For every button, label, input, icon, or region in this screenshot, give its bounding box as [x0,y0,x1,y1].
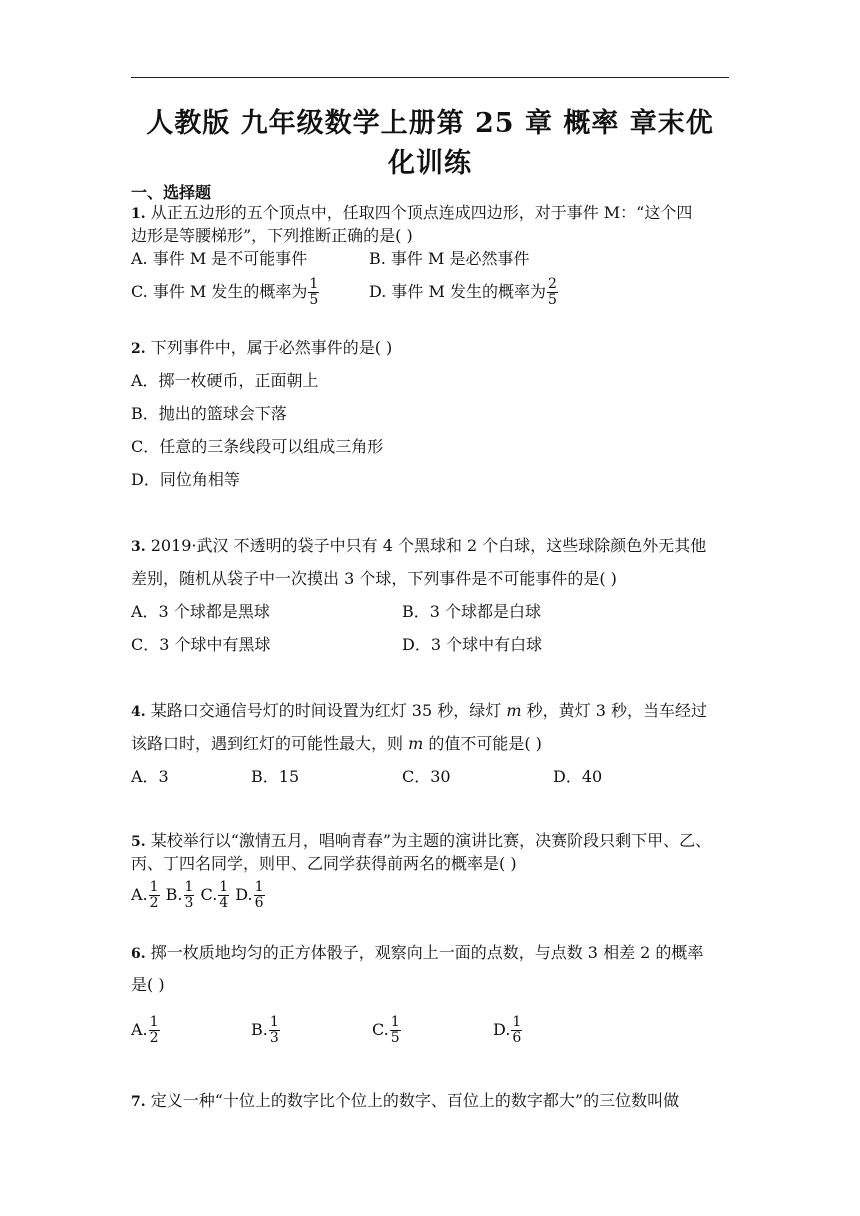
title-line-2: 化训练 [388,148,472,179]
q1-line-1 [131,202,692,225]
q5-line-1 [131,830,711,853]
q6-option-a-fraction [149,1015,160,1046]
fraction-numerator: 1 [219,879,229,895]
q6-option-d-label: D. [493,1020,511,1039]
fraction-denominator: 6 [512,1030,522,1046]
q5-option-d-fraction [254,880,265,911]
q6-option-b-fraction [269,1015,280,1046]
q4-option-d: D．40 [553,767,603,786]
fraction-denominator: 5 [309,292,319,308]
q6-option-a-label: A. [131,1020,148,1039]
fraction-numerator: 1 [254,879,264,895]
q6-text-1: 掷一枚质地均匀的正方体骰子，观察向上一面的点数，与点数 3 相差 2 的概率 [145,943,704,962]
q4-text-2a: 该路口时，遇到红灯的可能性最大，则 [131,734,409,753]
q6-option-c-label: C. [372,1020,389,1039]
fraction-denominator: 2 [149,895,159,911]
header-rule [131,77,729,78]
q3-number: 3. [131,539,146,555]
q7-text-1: 定义一种“十位上的数字比个位上的数字、百位上的数字都大”的三位数叫做 [145,1091,680,1110]
fraction-numerator: 2 [548,276,557,292]
q1-option-c-text: C. 事件 M 发生的概率为 [131,282,308,301]
q5-option-b-fraction [184,880,195,911]
q2-option-b: B．抛出的篮球会下落 [131,404,287,423]
fraction-numerator: 1 [390,1014,400,1030]
q6-option-c-fraction [390,1015,401,1046]
fraction-numerator: 1 [512,1014,522,1030]
q3-text-1: 2019·武汉 不透明的袋子中只有 4 个黑球和 2 个白球，这些球除颜色外无其他 [145,536,707,555]
q4-variable: m [506,701,522,720]
q5-option-a-fraction [149,880,160,911]
fraction-denominator: 3 [184,895,194,911]
q1-option-b: B. 事件 M 是必然事件 [369,249,530,268]
q2-text-1: 下列事件中，属于必然事件的是( ) [145,338,393,357]
q4-line-2 [131,733,542,755]
q4-variable: m [408,734,424,753]
fraction-numerator: 1 [149,1014,159,1030]
q3-line-2: 差别，随机从袋子中一次摸出 3 个球，下列事件是不可能事件的是( ) [131,569,617,588]
q6-option-d-fraction [511,1015,522,1046]
q1-option-d [369,277,559,308]
q4-option-b: B．15 [251,767,300,786]
q3-line-1 [131,535,706,558]
fraction-numerator: 1 [184,879,194,895]
fraction-denominator: 4 [219,895,229,911]
fraction-denominator: 5 [548,292,557,308]
q1-text-1: 从正五边形的五个顶点中，任取四个顶点连成四边形，对于事件 M：“这个四 [145,203,693,222]
q2-line-1 [131,337,392,360]
q3-option-a: A．3 个球都是黑球 [131,602,270,621]
section-heading: 一、选择题 [131,183,212,202]
q1-option-a: A. 事件 M 是不可能事件 [131,249,308,268]
q6-number: 6. [131,946,146,962]
q1-number: 1. [131,206,146,222]
q2-number: 2. [131,341,146,357]
q6-line-1 [131,942,703,965]
q4-number: 4. [131,704,146,720]
q4-option-c: C．30 [402,767,451,786]
q4-line-1 [131,700,707,723]
title-line-1: 人教版 九年级数学上册第 25 章 概率 章末优 [146,108,714,139]
q2-option-a: A．掷一枚硬币，正面朝上 [131,371,319,390]
fraction-denominator: 2 [149,1030,159,1046]
q7-line-1 [131,1090,679,1113]
fraction-numerator: 1 [309,276,319,292]
q6-option-a [131,1015,161,1046]
fraction-denominator: 6 [254,895,264,911]
q4-text-2b: 的值不可能是( ) [423,734,542,753]
q5-text-1: 某校举行以“激情五月，唱响青春”为主题的演讲比赛，决赛阶段只剩下甲、乙、 [145,831,712,850]
fraction-numerator: 1 [269,1014,279,1030]
q1-line-2: 边形是等腰梯形”，下列推断正确的是( ) [131,226,413,245]
q6-line-2: 是( ) [131,975,165,994]
q5-option-c: C. [200,885,218,904]
q6-option-b-label: B. [251,1020,268,1039]
q4-option-a: A．3 [131,767,169,786]
q4-text-1a: 某路口交通信号灯的时间设置为红灯 35 秒，绿灯 [145,701,507,720]
q6-option-c [372,1015,402,1046]
q5-option-b: B. [165,885,183,904]
fraction-denominator: 3 [269,1030,279,1046]
q2-option-c: C．任意的三条线段可以组成三角形 [131,437,384,456]
fraction-numerator: 1 [149,879,159,895]
q4-text-1b: 秒，黄灯 3 秒，当车经过 [521,701,707,720]
q5-option-c-fraction [218,880,229,911]
q2-option-d: D．同位角相等 [131,470,240,489]
q6-option-b [251,1015,281,1046]
q5-option-d: D. [235,885,253,904]
q5-line-2: 丙、丁四名同学，则甲、乙同学获得前两名的概率是( ) [131,854,517,873]
fraction-denominator: 5 [390,1030,400,1046]
q6-option-d [493,1015,523,1046]
q5-options [131,880,266,911]
q1-option-c [131,277,320,308]
q1-option-c-fraction [308,277,319,308]
q3-option-c: C．3 个球中有黑球 [131,635,271,654]
document-title [131,104,729,184]
q5-option-a: A. [131,885,148,904]
q5-number: 5. [131,834,146,850]
q3-option-b: B．3 个球都是白球 [402,602,542,621]
q3-option-d: D．3 个球中有白球 [402,635,543,654]
q1-option-d-fraction [547,277,558,308]
q7-number: 7. [131,1094,146,1110]
q1-option-d-text: D. 事件 M 发生的概率为 [369,282,546,301]
